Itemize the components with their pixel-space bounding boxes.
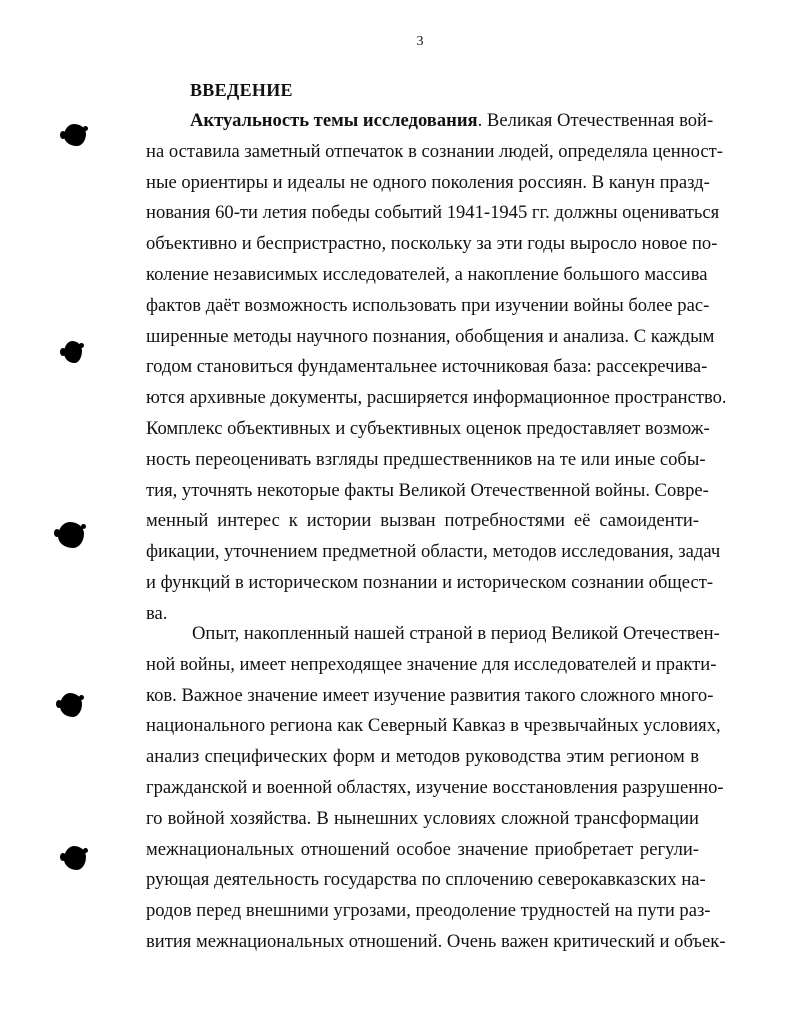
text-line: ются архивные документы, расширяется информационное пространство.	[146, 387, 727, 409]
text-line: менный интерес к истории вызван потребностями её самоиденти-	[146, 510, 699, 532]
text-line: национального региона как Северный Кавказ в чрезвычайных условиях,	[146, 715, 721, 737]
bold-lead-term: Актуальность темы исследования	[190, 110, 478, 131]
text-line: вития межнациональных отношений. Очень важен критический и объек-	[146, 930, 726, 952]
text-line: объективно и беспристрастно, поскольку за эти годы выросло новое по-	[146, 233, 718, 255]
text-line: Комплекс объективных и субъективных оценок предоставляет возмож-	[146, 417, 710, 439]
paragraph-first-line	[146, 106, 714, 137]
text-line: ные ориентиры и идеалы не одного поколения россиян. В канун празд-	[146, 171, 710, 193]
text-line: анализ специфических форм и методов руководства этим регионом в	[146, 746, 699, 768]
paragraph-relevance	[146, 106, 727, 630]
text-line: нования 60-ти летия победы событий 1941-1945 гг. должны оцениваться	[146, 202, 720, 224]
text-line: рующая деятельность государства по сплочению северокавказских на-	[146, 869, 706, 891]
binding-hole-mark	[64, 341, 82, 363]
text-line: фикации, уточнением предметной области, методов исследования, задач	[146, 541, 721, 563]
text-line: Опыт, накопленный нашей страной в период Великой Отечествен-	[192, 623, 720, 644]
text-line: ков. Важное значение имеет изучение развития такого сложного много-	[146, 684, 714, 706]
page-number: 3	[416, 34, 424, 49]
binding-hole-mark	[58, 522, 84, 548]
text-line: годом становиться фундаментальнее источниковая база: рассекречива-	[146, 356, 708, 378]
paragraph-experience	[146, 619, 726, 958]
text-line: на оставила заметный отпечаток в сознании людей, определяла ценност-	[146, 140, 723, 162]
text-line: фактов даёт возможность использовать при изучении войны более рас-	[146, 294, 710, 316]
section-heading: ВВЕДЕНИЕ	[190, 80, 293, 100]
text-line: ширенные методы научного познания, обобщения и анализа. С каждым	[146, 325, 715, 347]
text-line: го войной хозяйства. В нынешних условиях сложной трансформации	[146, 807, 699, 829]
text-line: гражданской и военной областях, изучение восстановления разрушенно-	[146, 776, 724, 798]
binding-hole-mark	[60, 693, 82, 717]
text-line: тия, уточнять некоторые факты Великой Отечественной войны. Совре-	[146, 479, 709, 501]
binding-hole-mark	[64, 124, 86, 146]
text-line: ность переоценивать взгляды предшественников на те или иные собы-	[146, 448, 706, 470]
binding-hole-mark	[64, 846, 86, 870]
text-line: ва.	[146, 602, 168, 624]
text-line: коление независимых исследователей, а накопление большого массива	[146, 263, 708, 285]
text-line: родов перед внешними угрозами, преодоление трудностей на пути раз-	[146, 900, 711, 922]
text-line: . Великая Отечественная вой-	[477, 110, 714, 131]
text-line: ной войны, имеет непреходящее значение для исследователей и практи-	[146, 653, 717, 675]
text-line: межнациональных отношений особое значение приобретает регули-	[146, 838, 699, 860]
text-line: и функций в историческом познании и историческом сознании общест-	[146, 571, 714, 593]
